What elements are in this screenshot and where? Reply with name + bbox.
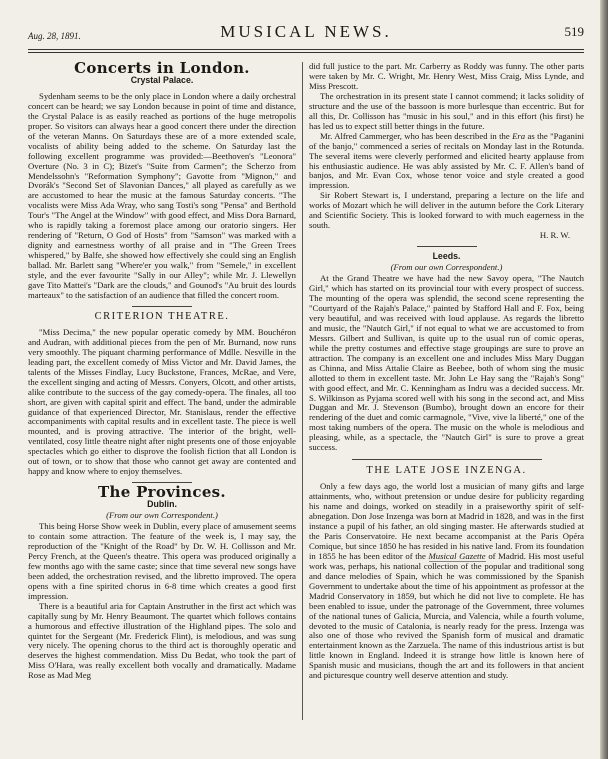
section-divider bbox=[417, 246, 477, 247]
crystal-palace-subheading: Crystal Palace. bbox=[130, 74, 194, 85]
inzenga-heading: THE LATE JOSE INZENGA. bbox=[366, 465, 527, 477]
dublin-paragraph-1: This being Horse Show week in Dublin, every place of amusement seems to contain some attraction. The feature of the week is, I may say, the reproduction of the "Knight of the Road" by Dr. W. H. Collisson and Mr. Percy French, at the Queen's theatre. This opera was produced originally a few months ago with the same caste; since that time several new songs have been added, the orchestration revised, and the libretto improved. The opera opens with a fine spirited chorus in 6-8 time which creates a good first impression. bbox=[28, 521, 296, 601]
header-rule-bottom bbox=[28, 52, 584, 53]
page-edge bbox=[600, 0, 608, 759]
leeds-subheading: Leeds. bbox=[432, 251, 461, 262]
inzenga-text-b: of Madrid. His most useful work was, perhaps, his national collection of the popular and traditional song and dance melodies of Spain, which he was commissioned by the Spanish Government to undertake about the time of his appointment as professor at the Madrid Conservatory in 1859, but which he did not live to complete. He has been enabled to issue, under the patronage of the Government, three volumes of the national tunes of Galicia, Murcia, and Valencia, while a fourth volume, devoted to the music of Catalonia, is nearly ready for the press. Inzenga was also one of those who revived the Spanish form of musical and dramatic entertainment known as the Zarzuela. The name of this industrious artist is but little known in England. Indeed it is strange how little is known here of Spanish music and musicians, though the art and its followers in that ancient and picturesque country well deserve attention and study. bbox=[309, 550, 585, 681]
mozart-paragraph: Sir Robert Stewart is, I understand, preparing a lecture on the life and works of Mozart which he will deliver in the autumn before the Cork Literary and Scientific Society. This is looked forward to with much eagerness in the south. bbox=[309, 190, 584, 231]
masthead: MUSICAL NEWS. bbox=[220, 22, 392, 41]
inzenga-paragraph bbox=[309, 482, 584, 681]
page-header bbox=[28, 22, 584, 44]
dublin-subheading: Dublin. bbox=[147, 499, 177, 510]
inzenga-text-a: Only a few days ago, the world lost a musician of many gifts and large attainments, who, without pretension or undue desire for publicity regarding his name and doings, worked on steadily in a praiseworthy spirit of self-abnegation. Don Jose Inzenga was born at Madrid in 1828, and was in the first instance a pupil of his father, an old singing master. He afterwards studied at the Paris Conservatoire. He next became accompanist at the Paris Opéra Comique, but since 1850 he has resided in his native land. From its foundation in 1855 he has been editor of the bbox=[309, 481, 584, 561]
banjo-paragraph bbox=[309, 132, 584, 192]
header-rule-top bbox=[28, 49, 584, 50]
section-divider bbox=[352, 459, 542, 460]
leeds-paragraph: At the Grand Theatre we have had the new Savoy opera, "The Nautch Girl," which has started on its provincial tour with every prospect of success. The mounting of the opera was splendid, the second scene representing the "Courtyard of the Rajah's Palace," painted by Stafford Hall and F. Fox, being very beautiful, and was received with loud applause. As regards the libretto and music, the "Nautch Girl," if not equal to what we are accustomed to from Messrs. Gilbert and Sullivan, is quite up to the usual run of comic operas, while the pretty costumes and effective stage groupings are sure to prove an attraction. The company is an excellent one and includes Miss Mary Duggan as Chinna, and Miss Attalie Claire as Beebee, both of whom sing the music allotted to them in excellent taste. Mr. John Le Hay sang the "Rajah's Song" with good effect, and Mr. C. Kenningham as Indru was a decided success. Mr. S. Wilkinson as Pyjama scored well with his song in the second act, and Miss Duggan and Mr. J. Stevenson (Bumbo), brought down an encore for their rendering of the duet and comic carmagnole, "Vive, vive la liberté," one of the most taking numbers of the opera. The music on the whole is melodious and pleasing, while, as a spectacle, the "Nautch Girl" is sure to prove a great success. bbox=[309, 273, 584, 453]
dublin-continued: did full justice to the part. Mr. Carberry as Roddy was funny. The other parts were taken by Mr. C. Wright, Mr. Henry West, Miss Craig, Miss Lynde, and Miss Prescott. bbox=[309, 61, 584, 91]
page-number: 519 bbox=[564, 24, 584, 39]
concerts-heading: Concerts in London. bbox=[74, 59, 250, 77]
gazette-title: Musical Gazette bbox=[428, 550, 486, 561]
era-title: Era bbox=[512, 130, 526, 141]
dublin-correspondent: (From our own Correspondent.) bbox=[106, 510, 218, 521]
banjo-text-a: Mr. Alfred Cammerger, who has been described in the bbox=[320, 130, 510, 141]
concerts-paragraph: Sydenham seems to be the only place in London where a daily orchestral concert can be heard; we say London because in point of time and distance, the Crystal Palace is as easily reached as portions of the huge metropolis proper. So visitors can always hear a good concert there under the direction of the veteran Manns. On Saturdays these are of a more extended scale, vocalists of ability being added to the scheme. On Saturday last the following excellent programme was provided:—Beethoven's "Leonora" Overture (No. 3 in C); Bizet's "Suite from Carmen"; the Scherzo from Mendelssohn's "Reformation Symphony"; Gavotte from "Mignon," and Dvorák's "Second Set of Slavonian Dances," all played as carefully as we are accustomed to hear the music at the famous Saturday concerts. "The vocalists were Miss Ada Wray, who sang Tosti's song "Pensa" and Berthold Tour's "The Angel at the Window" with good effect, and Miss Dora Barnard, who is rapidly taking a foremost place among our oratorio singers. Her rendering of "Return, O God of Hosts" from "Samson" was marked with a dignity and earnestness worthy of all praise and in "The Green Trees whispered," by Balfe, she showed how effectively she could sing an English ballad. Mr. Barlett sang "Where'er you walk," from "Semele," in excellent style, and the ever favourite "Sally in our Alley"; while Mr. J. Llewellyn gave Tito Mattei's "Dark are the clouds," and Gounod's "Au bruit des lourds marteaux" to the satisfaction of an audience that filled the concert room. bbox=[28, 90, 296, 300]
leeds-correspondent: (From our own Correspondent.) bbox=[390, 262, 503, 273]
provinces-heading: The Provinces. bbox=[98, 483, 226, 502]
left-column bbox=[28, 59, 296, 681]
issue-date: Aug. 28, 1891. bbox=[28, 31, 81, 41]
right-column bbox=[309, 62, 584, 681]
dublin-paragraph-2: There is a beautiful aria for Captain Anstruther in the first act which was capitally sung by Mr. Henry Beaumont. The quartet which follows contains a humorous and effective illustration of the Highland pipes. The solo and quintet for the Sergeant (Mr. Frederick Flint), is melodious, and was sung very nicely. The opening chorus to the third act is thoroughly operatic and deserves the highest commendation. Miss Du Bedat, who took the part of Miss O'Hara, was really excellent both vocally and dramatically. Madame Rose as Mad Meg bbox=[28, 600, 296, 681]
section-divider bbox=[132, 306, 192, 307]
banjo-text-b: as the "Paganini of the banjo," commenced a series of recitals on Monday last in the Rotunda. The several items were cleverly performed and elicited hearty applause from his enthusiastic audience. He was ably assisted by Mr. C. F. Allen's band of banjos, and Mr. Evan Cox, whose tenor voice and style created a good impression. bbox=[309, 130, 585, 191]
criterion-paragraph: "Miss Decima," the new popular operatic comedy by MM. Bouchéron and Audran, with additional pieces from the pen of Mr. Burnand, now runs very smoothly. The piquant charming performance of Mdlle. Nesville in the leading part, the excellent comedy of Miss Victor and Mr. David James, the talents of the Misses Findlay, Lucy Buckstone, Frances, McRae, and Vere, the excellent singing and acting of Messrs. Conyers, Olcott, and other artists, alike contribute to the success of the gay comedy-opera. The finales, all too short, are given with capital spirit and effect. The band, under the admirable guidance of that experienced Director, Mr. Stanislaus, render the effective accompaniments with capital results and in excellent taste. The piece is well mounted, and is proving attractive. The interior of the bright, well-ventilated, cosy little theatre night after night presents one of those enjoyable spectacles which go either to disprove the foolish fiction that all London is out of town, or to show that those who cannot get away are contented and happy and know where to enjoy themselves. bbox=[28, 326, 296, 477]
criterion-heading: CRITERION THEATRE. bbox=[94, 310, 230, 322]
orchestration-paragraph: The orchestration in its present state I cannot commend; it lacks solidity of structure and the use of the bassoon is more burlesque than eccentric. But for all this, Dr. Collisson has "music in his soul," and in this effort (his first) he has led us to expect still better things in the future. bbox=[309, 90, 584, 131]
signature: H. R. W. bbox=[539, 230, 570, 241]
column-divider bbox=[302, 62, 303, 720]
